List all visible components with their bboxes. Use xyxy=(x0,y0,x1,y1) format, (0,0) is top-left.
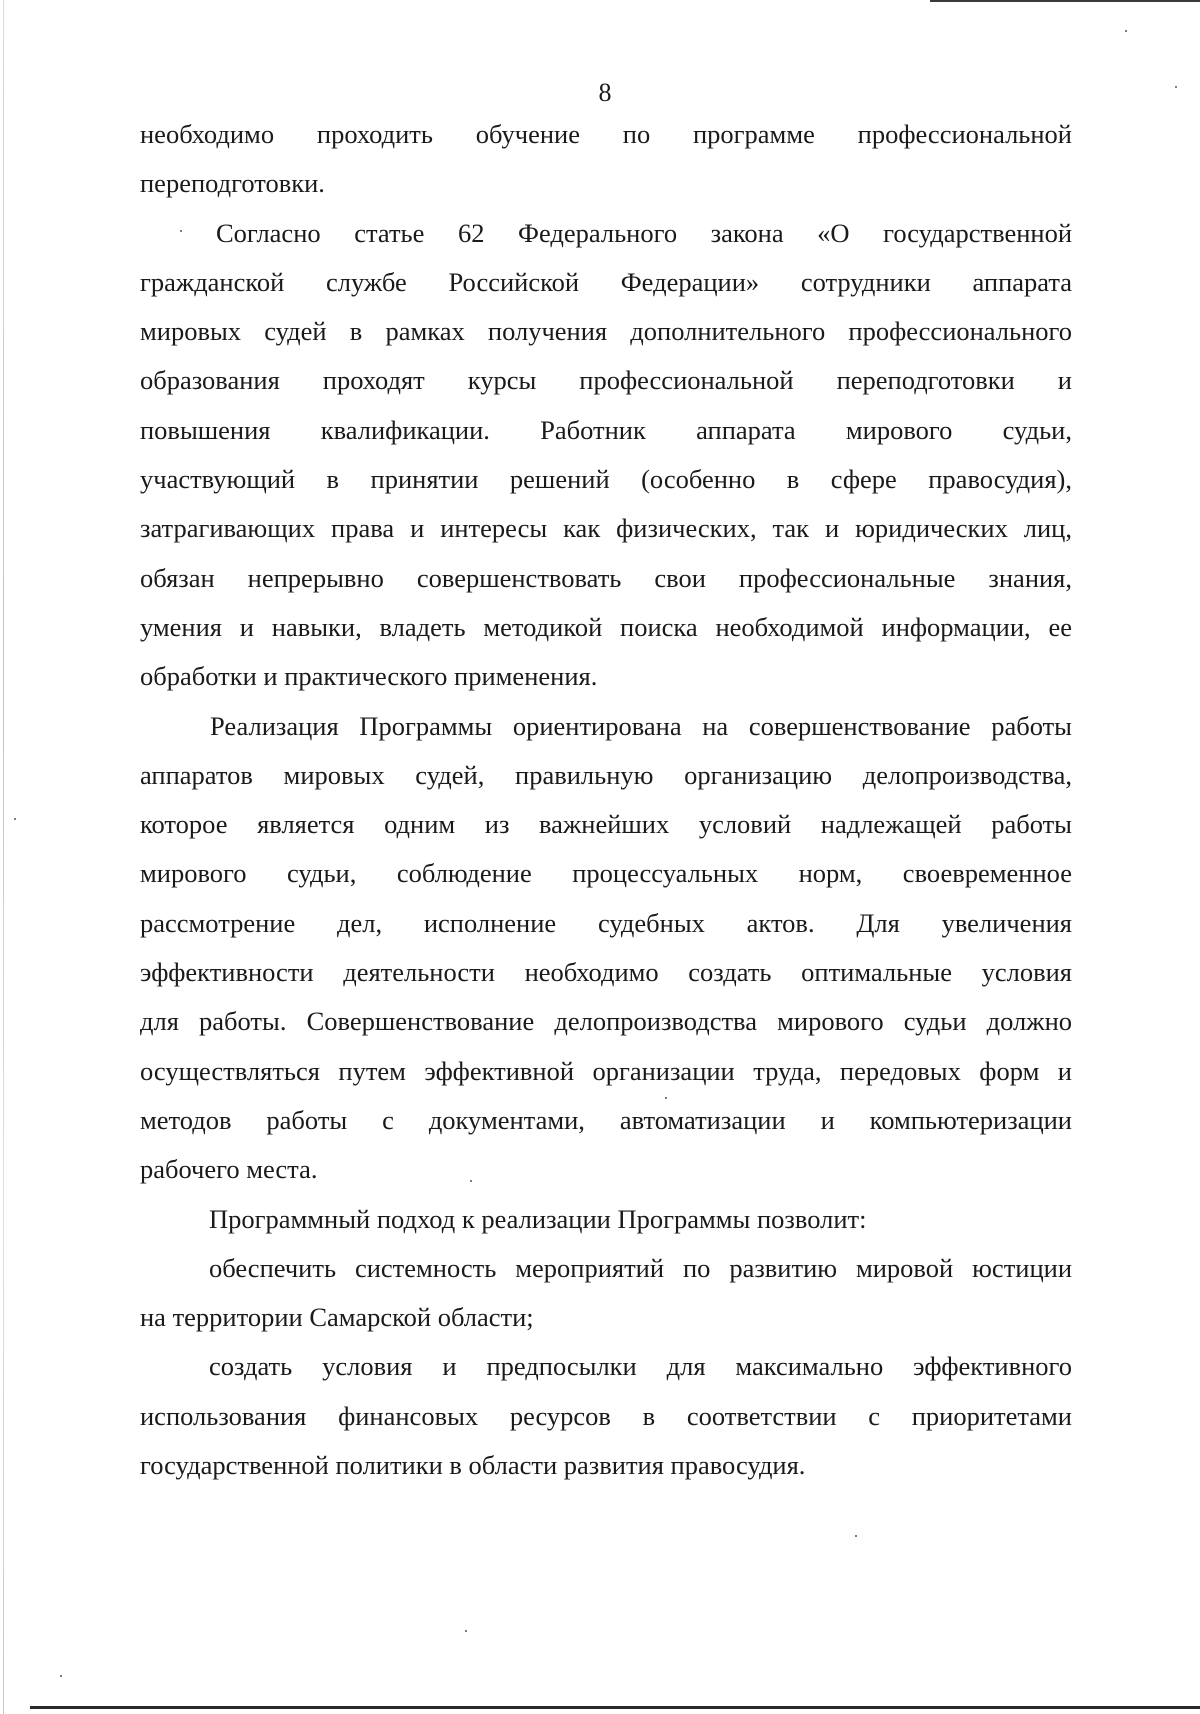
text-line: осуществляться путем эффективной организации труда, передовых форм и xyxy=(140,1055,1072,1086)
paragraph-2 xyxy=(140,209,1072,702)
scan-speck xyxy=(465,1630,467,1632)
scan-top-edge xyxy=(930,0,1200,2)
scan-speck xyxy=(60,1675,62,1677)
paragraph-4 xyxy=(140,1195,1072,1244)
text-line: умения и навыки, владеть методикой поиска необходимой информации, ее xyxy=(140,611,1072,642)
paragraph-6 xyxy=(140,1342,1072,1490)
text-line: повышения квалификации. Работник аппарата мирового судьи, xyxy=(140,414,1072,445)
text-line: Программный подход к реализации Программы позволит: xyxy=(209,1203,867,1234)
text-line: рассмотрение дел, исполнение судебных актов. Для увеличения xyxy=(140,907,1072,938)
text-line: методов работы с документами, автоматизации и компьютеризации xyxy=(140,1104,1072,1135)
text-line: переподготовки. xyxy=(140,168,325,199)
text-line: рабочего места. xyxy=(140,1154,318,1185)
text-line: гражданской службе Российской Федерации» сотрудники аппарата xyxy=(140,266,1072,297)
scan-left-edge xyxy=(3,0,4,1714)
text-line: обработки и практического применения. xyxy=(140,661,598,692)
text-line: мировых судей в рамках получения дополнительного профессионального xyxy=(140,316,1072,347)
text-line: использования финансовых ресурсов в соответствии с приоритетами xyxy=(140,1400,1072,1431)
page-number: 8 xyxy=(598,78,612,107)
text-line: затрагивающих права и интересы как физических, так и юридических лиц, xyxy=(140,513,1072,544)
body-text xyxy=(140,110,1072,1490)
text-line: обязан непрерывно совершенствовать свои профессиональные знания, xyxy=(140,562,1072,593)
text-line: создать условия и предпосылки для максимально эффективного xyxy=(209,1351,1072,1382)
paragraph-1 xyxy=(140,110,1072,209)
text-line: аппаратов мировых судей, правильную организацию делопроизводства, xyxy=(140,759,1072,790)
scan-speck xyxy=(1125,30,1127,32)
scan-bottom-edge xyxy=(30,1706,1200,1709)
text-line: необходимо проходить обучение по программе профессиональной xyxy=(140,119,1072,149)
text-line: Реализация Программы ориентирована на совершенствование работы xyxy=(210,710,1072,741)
text-line: которое является одним из важнейших условий надлежащей работы xyxy=(140,809,1072,840)
text-line: государственной политики в области развития правосудия. xyxy=(140,1450,806,1481)
scan-speck xyxy=(1175,86,1177,88)
text-line: участвующий в принятии решений (особенно в сфере правосудия), xyxy=(140,464,1072,495)
scan-speck xyxy=(14,818,16,820)
text-line: обеспечить системность мероприятий по развитию мировой юстиции xyxy=(209,1252,1072,1283)
paragraph-5 xyxy=(140,1244,1072,1343)
text-line: эффективности деятельности необходимо создать оптимальные условия xyxy=(140,957,1072,988)
paragraph-3 xyxy=(140,702,1072,1195)
text-line: образования проходят курсы профессиональной переподготовки и xyxy=(140,365,1072,396)
text-line: на территории Самарской области; xyxy=(140,1302,534,1333)
text-line: для работы. Совершенствование делопроизводства мирового судьи должно xyxy=(140,1006,1072,1037)
scan-speck xyxy=(855,1535,857,1537)
text-line: Согласно статье 62 Федерального закона «О государственной xyxy=(216,217,1072,248)
text-line: мирового судьи, соблюдение процессуальных норм, своевременное xyxy=(140,858,1072,889)
